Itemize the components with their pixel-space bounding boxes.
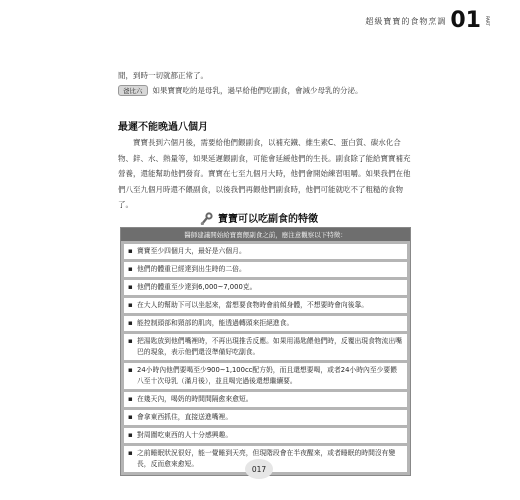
- square-bullet-icon: ▪: [128, 337, 133, 345]
- pacifier-icon: [200, 211, 214, 225]
- list-item: [124, 298, 407, 313]
- list-item: [124, 244, 407, 259]
- list-item-text: 他們的體重至少達到6,000~7,000克。: [137, 283, 257, 291]
- list-item-text: 在大人的幫助下可以坐起來，當想要食物時會前傾身體，不想要時會向後靠。: [137, 301, 369, 309]
- page-number: 017: [245, 459, 273, 479]
- page-header: [365, 10, 490, 32]
- tip-badge: 爸比六: [118, 85, 148, 96]
- list-item-text: 把湯匙放到他們嘴裡時，不再出現推舌反應。如果用湯匙餵他們時，反覆出現食物流出嘴巴的現象，表示他們還沒準備好吃副食。: [137, 337, 403, 356]
- list-item: [124, 392, 407, 407]
- chapter-number: 01: [450, 8, 481, 33]
- list-item-text: 24小時內他們要喝至少900~1,100cc配方奶，而且還想要喝，或者24小時內至少要餵八至十次母乳（滿月後），並且喝完過後還想繼續要。: [137, 366, 398, 385]
- box-title-text: 寶寶可以吃副食的特徵: [218, 214, 318, 225]
- square-bullet-icon: ▪: [128, 366, 133, 374]
- list-item: [124, 410, 407, 425]
- tip-text: 如果寶寶吃的是母乳，過早給他們吃副食，會減少母乳的分泌。: [152, 86, 363, 95]
- list-item-text: 能控制頭部和頸部的肌肉，能透過轉頭來拒絕進食。: [137, 319, 294, 327]
- list-item-text: 他們的體重已經達到出生時的二倍。: [137, 265, 246, 273]
- box-header: 醫師建議開始給寶寶餵副食之前，應注意觀察以下特徵：: [121, 228, 410, 241]
- list-item-text: 對周圍吃東西的人十分感興趣。: [137, 431, 233, 439]
- section-title: 最遲不能晚過八個月: [118, 122, 208, 133]
- chapter-label: PART: [485, 16, 490, 26]
- list-item-text: 寶寶至少四個月大，最好是六個月。: [137, 247, 246, 255]
- list-item: [124, 363, 407, 389]
- intro-line: 閒，到時一切就都正常了。: [118, 71, 208, 80]
- square-bullet-icon: ▪: [128, 449, 133, 457]
- tip-line: [118, 85, 413, 96]
- list-item: [124, 316, 407, 331]
- square-bullet-icon: ▪: [128, 247, 133, 255]
- list-item: [124, 334, 407, 360]
- square-bullet-icon: ▪: [128, 431, 133, 439]
- list-item-text: 在幾天內，喝奶的時間間隔愈來愈短。: [137, 395, 253, 403]
- list-item: [124, 428, 407, 443]
- list-item: [124, 262, 407, 277]
- square-bullet-icon: ▪: [128, 395, 133, 403]
- list-item-text: 之前睡眠狀況很好，能一覺睡到天亮，但現階段會在半夜醒來，或者睡眠的時間沒有變長，反而愈來愈短。: [137, 449, 396, 468]
- section-body: 寶寶長到六個月後，需要給他們餵副食，以補充鐵、維生素C、蛋白質、碳水化合物、鋅、水、熱量等，如果延遲餵副食，可能會延緩他們的生長。副食除了能給寶寶補充營養，還能幫助他們發育。寶寶在七至九個月大時，他們會開始練習咀嚼。如果我們在他們八至九個月時還不餵副食，以後我們再餵他們副食時，他們可能就吃不了粗糙的食物了。: [118, 138, 411, 209]
- list-item-text: 會拿東西抓住，直接送進嘴裡。: [137, 413, 233, 421]
- square-bullet-icon: ▪: [128, 283, 133, 291]
- square-bullet-icon: ▪: [128, 319, 133, 327]
- square-bullet-icon: ▪: [128, 265, 133, 273]
- header-title: 超級寶寶的食物烹調: [365, 16, 447, 26]
- square-bullet-icon: ▪: [128, 413, 133, 421]
- box-title: [200, 210, 318, 225]
- feature-box: [120, 227, 411, 476]
- square-bullet-icon: ▪: [128, 301, 133, 309]
- list-item: [124, 280, 407, 295]
